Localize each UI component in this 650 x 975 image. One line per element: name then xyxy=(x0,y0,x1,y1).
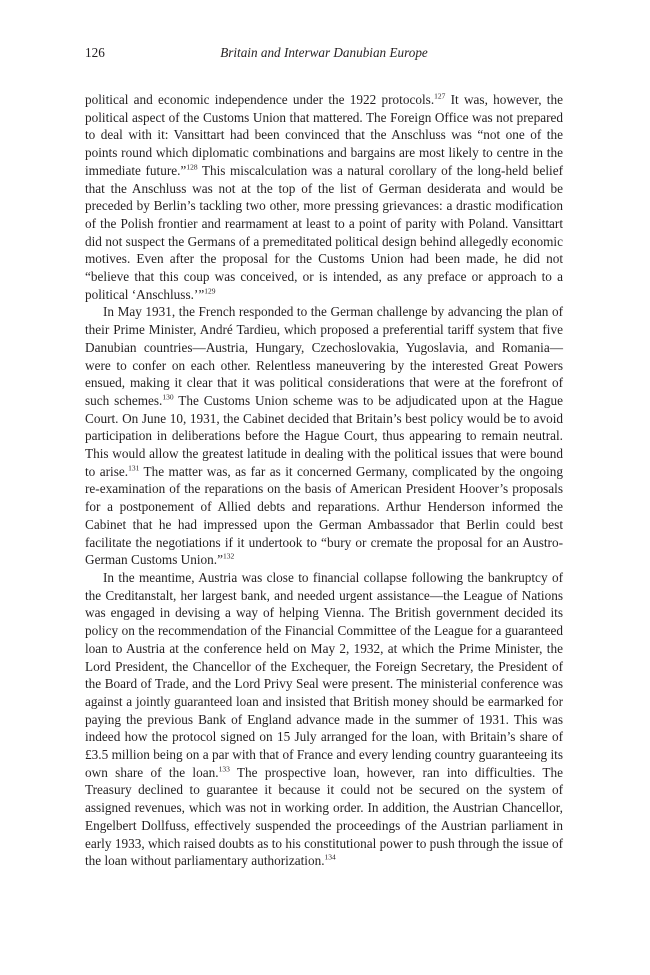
text-run: The Customs Union scheme was to be adjudicated upon at the Hague Court. On June 10, 1931, the Cabinet decided that Britain’s best policy would be to avoid participation in deliberations before the Hague Court, thus appearing to remain neutral. This would allow the greatest latitude in dealing with the political issues that were bound to arise. xyxy=(85,392,563,479)
body-text xyxy=(85,91,563,870)
footnote-ref: 127 xyxy=(434,91,446,101)
text-run: The matter was, as far as it concerned Germany, complicated by the ongoing re-examination of the reparations on the basis of American President Hoover’s proposals for a postponement of Allied debts and reparations. Arthur Henderson informed the Cabinet that he had impressed upon the German Ambassador that Berlin could best facilitate the negotiations if it undertook to “bury or cremate the proposal for an Austro-German Customs Union.” xyxy=(85,463,563,568)
page-header xyxy=(85,45,563,65)
running-head: Britain and Interwar Danubian Europe xyxy=(220,45,428,60)
footnote-ref: 129 xyxy=(204,286,216,296)
paragraph xyxy=(85,569,563,870)
footnote-ref: 133 xyxy=(218,764,230,774)
paragraph xyxy=(85,91,563,303)
footnote-ref: 131 xyxy=(128,463,140,473)
text-run: It was, however, the political aspect of the Customs Union that mattered. The Foreign Office was not prepared to deal with it: Vansittart had been convinced that the Anschluss was “not one of the points round which diplomatic combinations and bargains are most likely to centre in the immediate future.” xyxy=(85,92,563,178)
footnote-ref: 134 xyxy=(324,852,336,862)
text-run: The prospective loan, however, ran into difficulties. The Treasury declined to guarantee it because it could not be secured on the system of assigned revenues, which was not in working order. In addition, the Austrian Chancellor, Engelbert Dollfuss, effectively suspended the proceedings of the Austrian parliament in early 1933, which raised doubts as to his constitutional power to push through the issue of the loan without parliamentary authorization. xyxy=(85,764,563,869)
footnote-ref: 130 xyxy=(162,392,174,402)
text-run: This miscalculation was a natural corollary of the long-held belief that the Anschluss was not at the top of the list of German desiderata and would be preceded by Berlin’s tackling two other, more pressing grievances: a drastic modification of the Polish frontier and rearmament at least to a point of parity with Poland. Vansittart did not suspect the Germans of a premeditated political design behind allegedly economic motives. Even after the proposal for the Customs Union had been made, he did not “believe that this coup was conceived, or is intended, as any preface or approach to a political ‘Anschluss.’” xyxy=(85,162,563,302)
footnote-ref: 128 xyxy=(186,162,198,172)
text-run: In the meantime, Austria was close to financial collapse following the bankruptcy of the Creditanstalt, her largest bank, and needed urgent assistance—the League of Nations was engaged in devising a way of helping Vienna. The British government decided its policy on the recommendation of the Financial Committee of the League for a guaranteed loan to Austria at the conference held on May 2, 1932, at which the Prime Minister, the Lord President, the Chancellor of the Exchequer, the Foreign Secretary, the President of the Board of Trade, and the Lord Privy Seal were present. The ministerial conference was against a jointly guaranteed loan and insisted that British money should be earmarked for paying the previous Bank of England advance made in the summer of 1931. This was indeed how the protocol signed on 15 July arranged for the loan, with Britain’s share of £3.5 million being on a par with that of France and every lending country guaranteeing its own share of the loan. xyxy=(85,569,563,780)
text-run: political and economic independence under the 1922 protocols. xyxy=(85,92,435,107)
footnote-ref: 132 xyxy=(223,551,235,561)
text-run: In May 1931, the French responded to the German challenge by advancing the plan of their Prime Minister, André Tardieu, which proposed a preferential tariff system that five Danubian countries—Austria, Hungary, Czechoslovakia, Yugoslavia, and Romania—were to confer on each other. Relentless maneuvering by the interested Great Powers ensued, making it clear that it was political considerations that were at the forefront of such schemes. xyxy=(85,304,563,408)
paragraph xyxy=(85,303,563,569)
page-number: 126 xyxy=(85,45,105,60)
